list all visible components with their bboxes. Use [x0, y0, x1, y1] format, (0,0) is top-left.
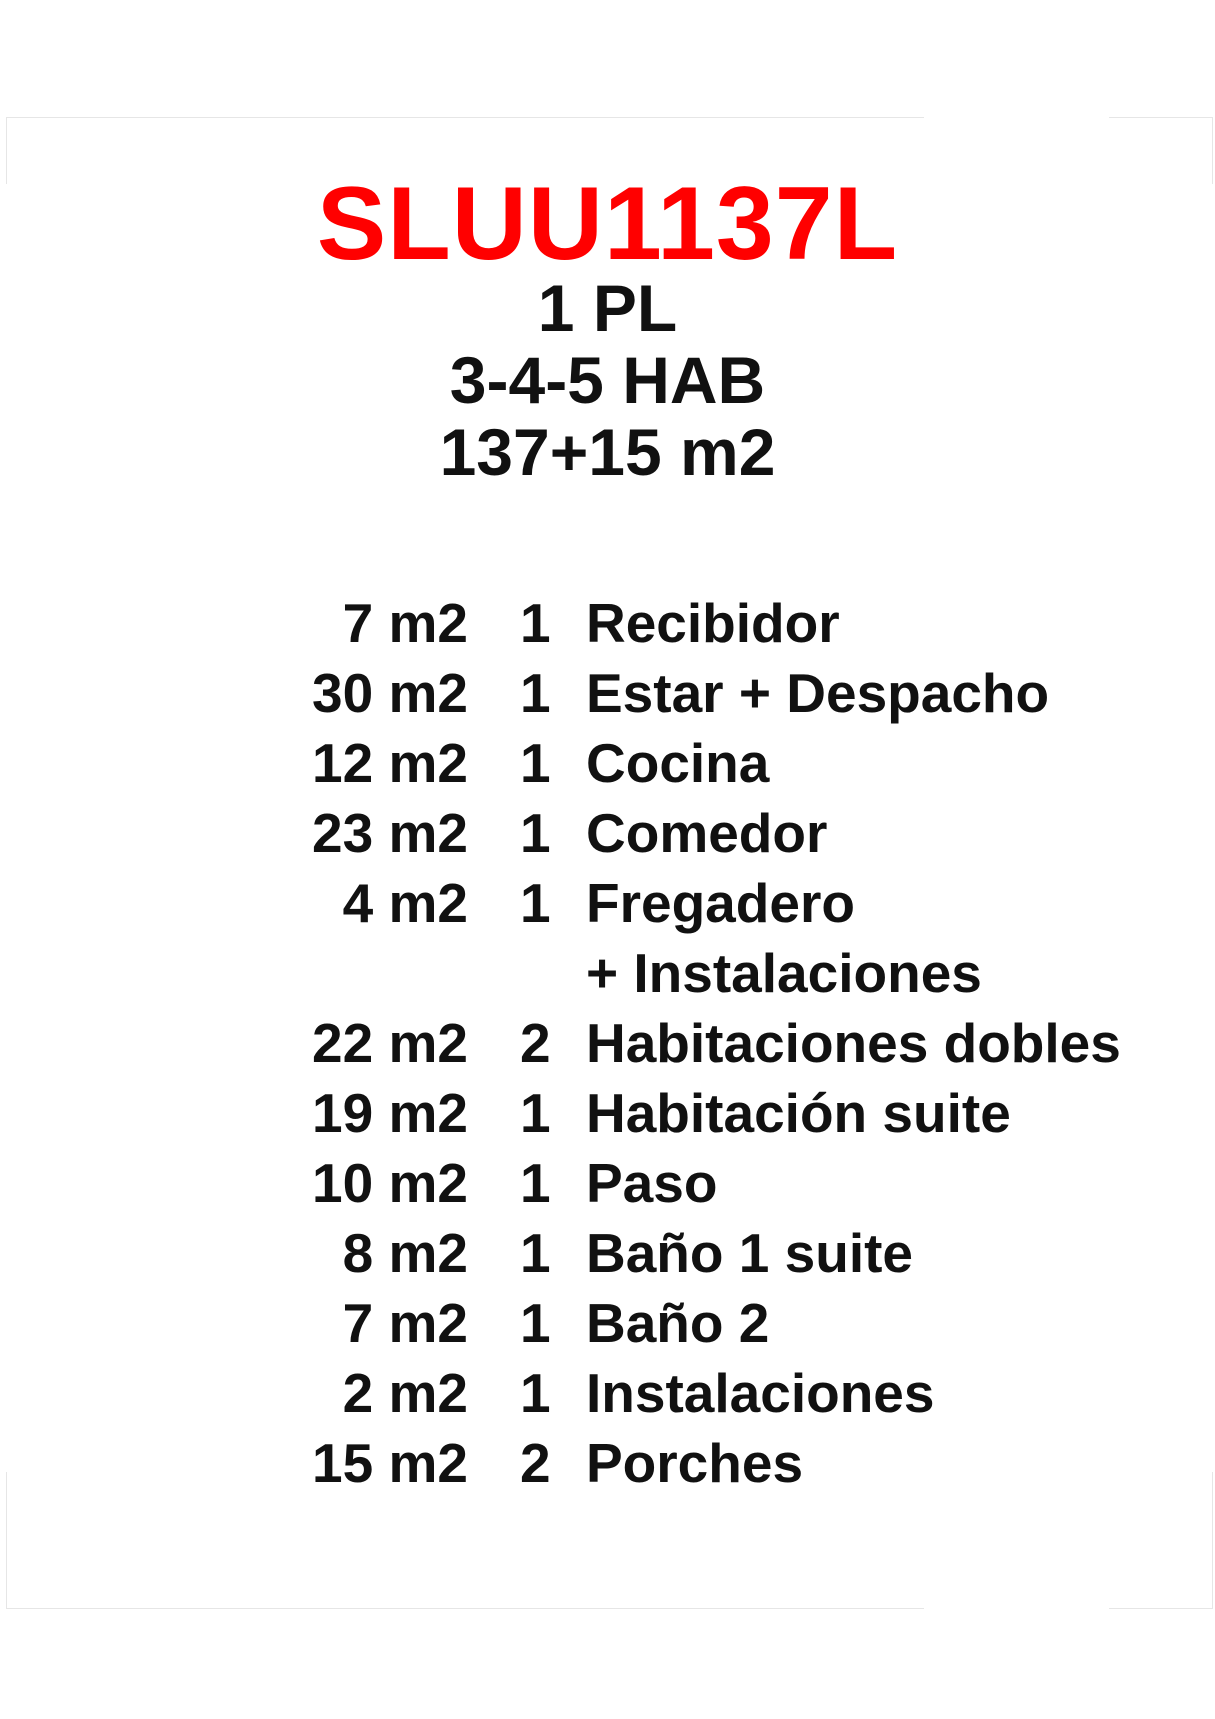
room-quantity: 1 [520, 802, 551, 864]
room-quantity: 1 [520, 1152, 551, 1214]
room-area: 12 m2 [312, 732, 468, 794]
room-area: 7 m2 [342, 592, 468, 654]
room-name: Habitaciones dobles [586, 1012, 1121, 1074]
room-row [0, 658, 1215, 728]
room-name: Comedor [586, 802, 828, 864]
frame-line-bottom-right [1109, 1608, 1212, 1609]
room-row [0, 1148, 1215, 1218]
total-area-label: 137+15 m2 [439, 415, 776, 489]
room-row [0, 1288, 1215, 1358]
room-quantity: 2 [520, 1432, 551, 1494]
room-area: 15 m2 [312, 1432, 468, 1494]
room-row-continuation [0, 938, 1215, 1008]
room-area: 4 m2 [342, 872, 468, 934]
room-row [0, 798, 1215, 868]
room-name: Fregadero [586, 872, 855, 934]
room-area: 23 m2 [312, 802, 468, 864]
room-name: Recibidor [586, 592, 840, 654]
room-name: Cocina [586, 732, 770, 794]
room-name: Porches [586, 1432, 804, 1494]
room-quantity: 1 [520, 1292, 551, 1354]
room-row [0, 1358, 1215, 1428]
room-row [0, 588, 1215, 658]
room-name: Habitación suite [586, 1082, 1011, 1144]
frame-line-top-right [1109, 117, 1212, 118]
room-area: 30 m2 [312, 662, 468, 724]
room-row [0, 728, 1215, 798]
bedrooms-label: 3-4-5 HAB [449, 343, 766, 417]
room-name: Paso [586, 1152, 718, 1214]
room-row [0, 868, 1215, 938]
room-quantity: 1 [520, 1082, 551, 1144]
room-area: 2 m2 [342, 1362, 468, 1424]
room-quantity: 1 [520, 732, 551, 794]
room-row [0, 1078, 1215, 1148]
room-area: 7 m2 [342, 1292, 468, 1354]
room-quantity: 1 [520, 662, 551, 724]
room-quantity: 1 [520, 1222, 551, 1284]
model-code-title: SLUU1137L [316, 166, 899, 282]
room-row [0, 1008, 1215, 1078]
room-row [0, 1428, 1215, 1498]
room-name: Estar + Despacho [586, 662, 1050, 724]
room-area: 19 m2 [312, 1082, 468, 1144]
room-quantity: 2 [520, 1012, 551, 1074]
frame-line-top-left [6, 117, 924, 118]
room-area: 10 m2 [312, 1152, 468, 1214]
frame-line-bottom-left [6, 1608, 924, 1609]
room-row [0, 1218, 1215, 1288]
room-name: + Instalaciones [586, 942, 982, 1004]
room-schedule [0, 588, 1215, 1498]
document-header [0, 166, 1215, 489]
floors-label: 1 PL [537, 271, 678, 345]
room-quantity: 1 [520, 1362, 551, 1424]
room-name: Instalaciones [586, 1362, 935, 1424]
room-area: 8 m2 [342, 1222, 468, 1284]
room-name: Baño 2 [586, 1292, 770, 1354]
room-area: 22 m2 [312, 1012, 468, 1074]
room-quantity: 1 [520, 872, 551, 934]
room-quantity: 1 [520, 592, 551, 654]
room-name: Baño 1 suite [586, 1222, 914, 1284]
